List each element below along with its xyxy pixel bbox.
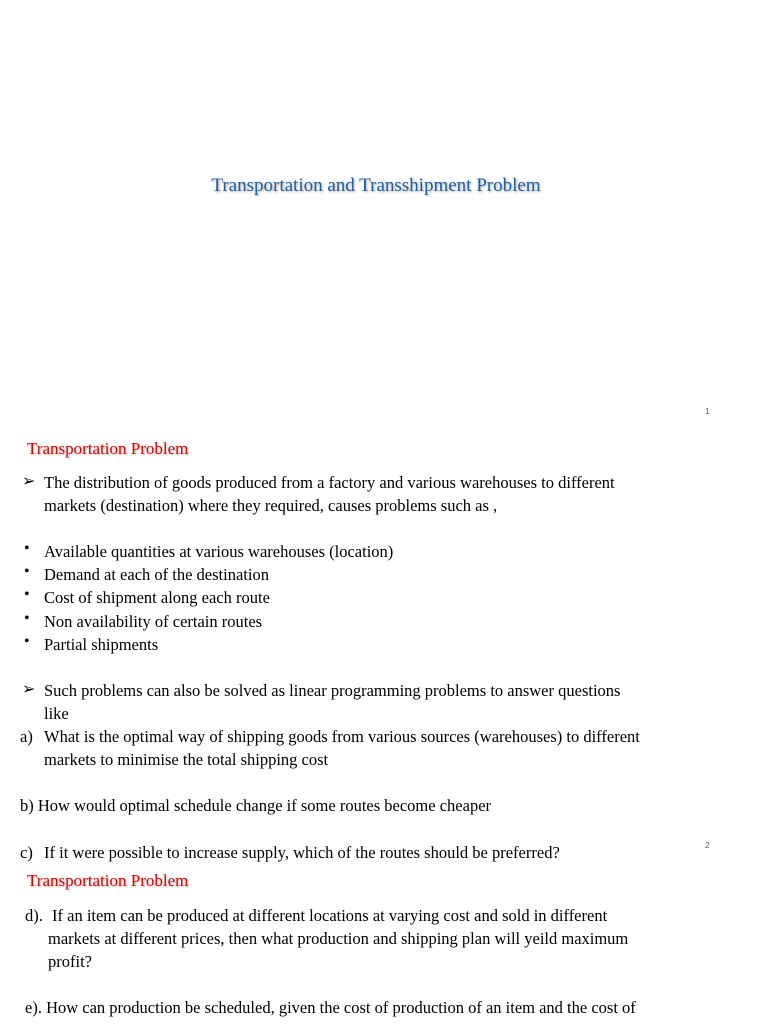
bullet-icon: • [24, 540, 30, 557]
bullet-icon: • [24, 610, 30, 627]
question-e-line-1: e). How can production be scheduled, given the cost of production of an item and the cost of [25, 998, 636, 1017]
arrow-bullet-icon: ➢ [22, 473, 36, 490]
question-d-line-1: If an item can be produced at different locations at varying cost and sold in different [52, 906, 608, 925]
list-item: Partial shipments [44, 635, 159, 654]
lp-line-2: like [44, 704, 69, 723]
list-item: Non availability of certain routes [44, 612, 263, 631]
list-item: Available quantities at various warehouses (location) [44, 542, 394, 561]
question-a-line-2: markets to minimise the total shipping cost [44, 750, 329, 769]
question-d-line-2: markets at different prices, then what production and shipping plan will yeild maximum [48, 929, 629, 948]
page-number: 1 [705, 407, 710, 416]
question-c-label: c) [20, 843, 33, 862]
bullet-icon: • [24, 563, 30, 580]
section-heading: Transportation Problem [27, 439, 189, 458]
page-number: 2 [705, 841, 710, 850]
section-heading: Transportation Problem [27, 871, 189, 890]
question-c: If it were possible to increase supply, which of the routes should be preferred? [44, 843, 560, 862]
question-d-label: d). [25, 906, 43, 925]
lp-line-1: Such problems can also be solved as linear programming problems to answer questions [44, 681, 621, 700]
question-d-line-3: profit? [48, 952, 92, 971]
question-b: b) How would optimal schedule change if some routes become cheaper [20, 796, 492, 815]
bullet-icon: • [24, 586, 30, 603]
arrow-bullet-icon: ➢ [22, 681, 36, 698]
intro-line-1: The distribution of goods produced from a factory and various warehouses to different [44, 473, 615, 492]
slide-title: Transportation and Transshipment Problem [211, 175, 541, 196]
list-item: Cost of shipment along each route [44, 588, 270, 607]
question-a-line-1: What is the optimal way of shipping goods from various sources (warehouses) to different [44, 727, 640, 746]
intro-line-2: markets (destination) where they required, causes problems such as , [44, 496, 498, 515]
list-item: Demand at each of the destination [44, 565, 269, 584]
bullet-icon: • [24, 633, 30, 650]
question-a-label: a) [20, 727, 33, 746]
